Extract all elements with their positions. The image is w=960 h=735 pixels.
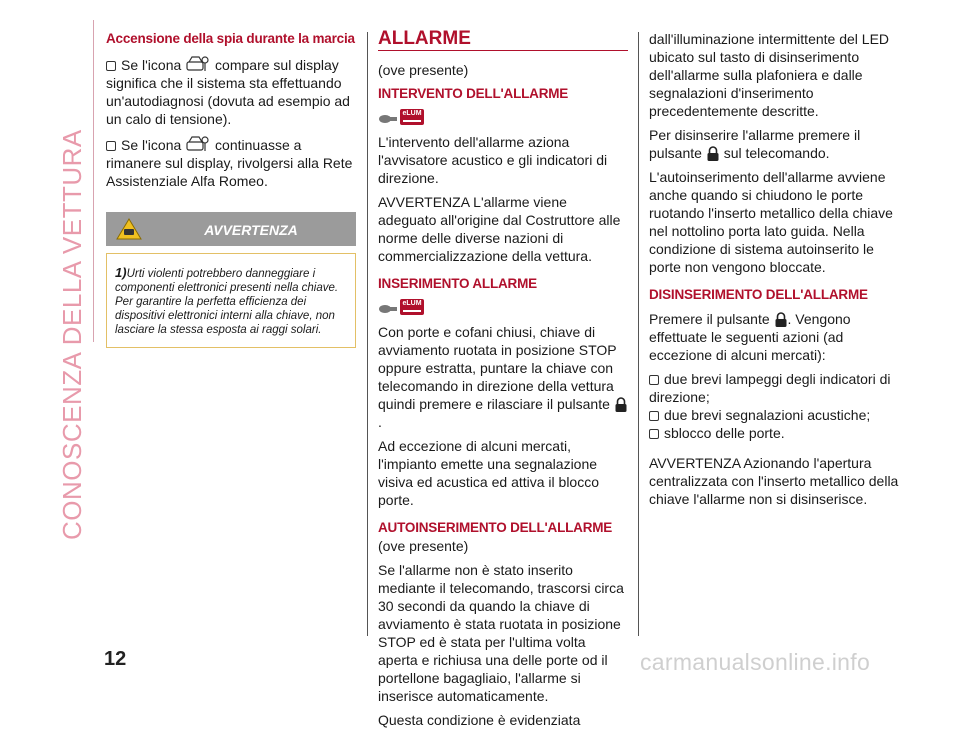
paragraph: Se l'allarme non è stato inserito mediante il telecomando, trascorsi circa 30 secondi da quando la chiave di avviamento è stata ruotata in posizione STOP ed è stata per l'ultima volta aperta e richiusa una delle porte od il portellone bagagliaio, l'allarme si inserisce automaticamente. [378, 562, 624, 704]
paragraph: Per disinserire l'allarme premere il pulsante sul telecomando. [649, 127, 861, 161]
bullet-square-icon [649, 411, 659, 421]
list-item: due brevi lampeggi degli indicatori di direzione; [649, 371, 891, 405]
paragraph: dall'illuminazione intermittente del LED ubicato sul tasto di disinserimento dell'allarme sulla plafoniera e dalle segnalazioni d'inserimento precedentemente descritte. [649, 31, 890, 119]
warning-box [106, 253, 356, 348]
warning-banner [106, 212, 356, 246]
paragraph: L'intervento dell'allarme aziona l'avvisatore acustico e gli indicatori di direzione. [378, 134, 608, 186]
chapter-title: CONOSCENZA DELLA VETTURA [57, 129, 87, 540]
column-1 [106, 30, 356, 348]
page-number: 12 [104, 648, 127, 670]
warning-text: Urti violenti potrebbero danneggiare i componenti elettronici presenti nella chiave. Per garantire la perfetta efficienza dei dispositivi elettronici interni alla chiave, non lasciare la stessa esposta ai raggi solari. [115, 268, 339, 336]
elum-icon: eLUM [400, 299, 424, 315]
column-2 [378, 30, 628, 735]
subtitle: (ove presente) [378, 62, 469, 78]
unlock-icon [774, 312, 788, 328]
section-heading: Accensione della spia durante la marcia [106, 31, 355, 46]
watermark: carmanualsonline.info [640, 649, 871, 675]
paragraph: L'autoinserimento dell'allarme avviene anche quando si chiudono le porte ruotando l'inserto metallico della chiave nel nottolino porta lato guida. Nella condizione di sistema autoinserito le porte non vengono bloccate. [649, 169, 893, 275]
car-key-icon [185, 54, 211, 74]
alarm-icons [378, 299, 628, 319]
warning-number: 1) [115, 265, 127, 280]
paragraph: Premere il pulsante . Vengono effettuate le seguenti azioni (ad eccezione di alcuni mercati): [649, 311, 851, 363]
lock-icon [706, 146, 720, 162]
bullet-square-icon [649, 429, 659, 439]
section-heading: INSERIMENTO ALLARME [378, 276, 537, 291]
key-fob-icon [378, 303, 398, 315]
paragraph: Se l'icona compare sul display significa che il sistema sta effettuando un'autodiagnosi (dovuta ad esempio ad un calo di tensione). [106, 54, 356, 128]
paragraph: AVVERTENZA Azionando l'apertura centralizzata con l'inserto metallico della chiave l'allarme non si disinserisce. [649, 455, 899, 507]
column-divider [638, 32, 639, 636]
bullet-square-icon [106, 61, 116, 71]
paragraph: Se l'icona continuasse a rimanere sul display, rivolgersi alla Rete Assistenziale Alfa Romeo. [106, 134, 356, 190]
section-heading: DISINSERIMENTO DELL'ALLARME [649, 287, 868, 302]
lock-icon [614, 397, 628, 413]
paragraph: Questa condizione è evidenziata [378, 712, 581, 728]
column-divider [367, 32, 368, 636]
paragraph: Con porte e cofani chiusi, chiave di avviamento ruotata in posizione STOP oppure estratta, puntare la chiave con telecomando in direzione della vettura quindi premere e rilasciare il pulsante . [378, 323, 628, 431]
alarm-icons [378, 109, 628, 129]
paragraph: Ad eccezione di alcuni mercati, l'impianto emette una segnalazione visiva ed acustica ed attiva il blocco porte. [378, 438, 599, 508]
car-key-icon [185, 134, 211, 154]
warning-title: AVVERTENZA [204, 222, 298, 238]
bullet-square-icon [649, 375, 659, 385]
bullet-square-icon [106, 141, 116, 151]
column-3 [649, 30, 899, 514]
key-fob-icon [378, 113, 398, 125]
chapter-divider [93, 20, 94, 342]
section-heading: INTERVENTO DELL'ALLARME [378, 86, 569, 101]
list-item: due brevi segnalazioni acustiche; [649, 406, 899, 424]
paragraph: AVVERTENZA L'allarme viene adeguato all'origine dal Costruttore alle norme delle diverse nazioni di commercializzazione della vettura. [378, 194, 621, 264]
subtitle: (ove presente) [378, 538, 469, 554]
chapter-section-title: ALLARME [378, 30, 628, 51]
elum-icon: eLUM [400, 109, 424, 125]
list-item: sblocco delle porte. [649, 424, 899, 442]
section-heading: AUTOINSERIMENTO DELL'ALLARME [378, 520, 613, 535]
